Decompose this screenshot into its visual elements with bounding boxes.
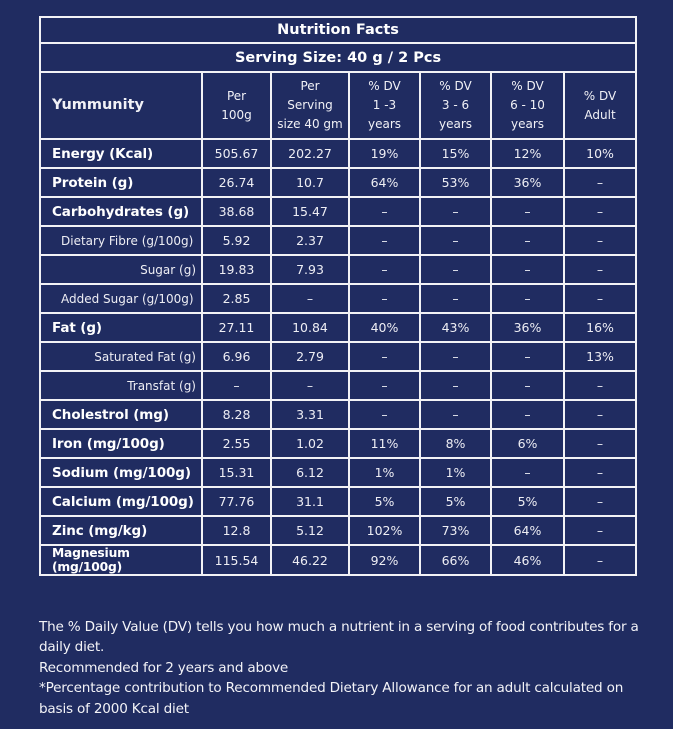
table-row: [40, 139, 636, 168]
column-header-line: 100g: [221, 107, 252, 122]
nutrient-value: –: [349, 255, 420, 284]
nutrient-value: –: [420, 400, 491, 429]
table-row: [40, 429, 636, 458]
nutrient-name: Magnesium (mg/100g): [40, 545, 202, 575]
nutrient-value: –: [491, 371, 564, 400]
nutrient-value: 36%: [491, 313, 564, 342]
nutrient-value: –: [564, 487, 636, 516]
table-row: [40, 458, 636, 487]
nutrient-name: Protein (g): [40, 168, 202, 197]
nutrient-value: –: [564, 545, 636, 575]
table-row: [40, 487, 636, 516]
column-header-line: years: [438, 117, 473, 131]
column-header: [271, 72, 349, 139]
nutrient-value: 46%: [491, 545, 564, 575]
nutrient-value: 77.76: [202, 487, 271, 516]
nutrient-value: 102%: [349, 516, 420, 545]
nutrient-value: –: [564, 168, 636, 197]
table-row: [40, 284, 636, 313]
nutrient-value: 10.84: [271, 313, 349, 342]
nutrient-value: –: [564, 197, 636, 226]
table-row: [40, 545, 636, 575]
nutrient-value: 10.7: [271, 168, 349, 197]
table-title: Nutrition Facts: [40, 17, 636, 43]
nutrient-value: –: [202, 371, 271, 400]
nutrient-value: 6%: [491, 429, 564, 458]
nutrient-name: Iron (mg/100g): [40, 429, 202, 458]
column-header-line: years: [510, 117, 545, 131]
nutrient-value: –: [349, 284, 420, 313]
nutrient-value: 12.8: [202, 516, 271, 545]
nutrient-value: 8%: [420, 429, 491, 458]
nutrient-name: Zinc (mg/kg): [40, 516, 202, 545]
nutrition-table: [39, 16, 637, 576]
nutrient-value: –: [564, 255, 636, 284]
footnotes: [39, 617, 659, 719]
column-header-line: % DV: [583, 88, 617, 103]
nutrient-value: –: [491, 226, 564, 255]
column-header-line: % DV: [511, 79, 544, 93]
nutrient-value: –: [564, 516, 636, 545]
nutrient-value: 15.31: [202, 458, 271, 487]
column-header-line: Adult: [584, 107, 616, 122]
nutrient-name: Calcium (mg/100g): [40, 487, 202, 516]
nutrient-name: Added Sugar (g/100g): [40, 284, 202, 313]
table-row: [40, 371, 636, 400]
nutrient-value: –: [564, 284, 636, 313]
nutrient-value: 2.37: [271, 226, 349, 255]
nutrient-value: 19%: [349, 139, 420, 168]
column-header: [420, 72, 491, 139]
nutrient-value: 15.47: [271, 197, 349, 226]
nutrient-value: 3.31: [271, 400, 349, 429]
nutrient-value: 6.96: [202, 342, 271, 371]
nutrient-value: 26.74: [202, 168, 271, 197]
nutrient-value: 8.28: [202, 400, 271, 429]
nutrient-value: –: [420, 342, 491, 371]
column-header-line: Per: [300, 79, 320, 93]
nutrient-value: 1.02: [271, 429, 349, 458]
brand-name: Yummunity: [40, 72, 202, 139]
column-header-line: years: [367, 117, 402, 131]
nutrient-value: 202.27: [271, 139, 349, 168]
nutrient-value: 5%: [349, 487, 420, 516]
column-header: [491, 72, 564, 139]
nutrient-value: –: [491, 400, 564, 429]
nutrient-value: 1%: [349, 458, 420, 487]
nutrient-name: Sodium (mg/100g): [40, 458, 202, 487]
nutrient-name: Fat (g): [40, 313, 202, 342]
table-row: [40, 400, 636, 429]
nutrient-value: –: [420, 197, 491, 226]
nutrient-value: –: [491, 342, 564, 371]
nutrient-value: 2.85: [202, 284, 271, 313]
nutrient-value: 31.1: [271, 487, 349, 516]
column-header-line: 6 - 10: [510, 98, 545, 112]
nutrient-value: –: [491, 284, 564, 313]
nutrient-value: 6.12: [271, 458, 349, 487]
header-row: [40, 72, 636, 139]
nutrient-value: –: [271, 284, 349, 313]
nutrient-value: –: [420, 371, 491, 400]
nutrient-value: 1%: [420, 458, 491, 487]
nutrient-value: 64%: [349, 168, 420, 197]
table-row: [40, 516, 636, 545]
nutrient-value: 43%: [420, 313, 491, 342]
nutrient-value: –: [349, 371, 420, 400]
nutrient-value: 5%: [420, 487, 491, 516]
nutrient-value: 2.79: [271, 342, 349, 371]
nutrient-value: 36%: [491, 168, 564, 197]
table-row: [40, 226, 636, 255]
column-header-line: Serving: [287, 98, 333, 112]
column-header-line: % DV: [368, 79, 401, 93]
nutrient-value: 46.22: [271, 545, 349, 575]
nutrient-value: –: [349, 342, 420, 371]
nutrient-value: –: [420, 284, 491, 313]
nutrient-value: 2.55: [202, 429, 271, 458]
nutrient-name: Cholestrol (mg): [40, 400, 202, 429]
nutrient-value: 73%: [420, 516, 491, 545]
nutrient-value: 16%: [564, 313, 636, 342]
nutrient-value: –: [564, 226, 636, 255]
column-header: [202, 72, 271, 139]
table-row: [40, 342, 636, 371]
footnote-line: Recommended for 2 years and above: [39, 659, 289, 676]
nutrient-name: Transfat (g): [40, 371, 202, 400]
nutrient-value: 7.93: [271, 255, 349, 284]
nutrient-value: –: [564, 458, 636, 487]
nutrient-value: –: [349, 400, 420, 429]
nutrient-value: 13%: [564, 342, 636, 371]
footnote-line: *Percentage contribution to Recommended Dietary Allowance for an adult calculated on basis of 2000 Kcal diet: [39, 680, 624, 717]
nutrient-name: Dietary Fibre (g/100g): [40, 226, 202, 255]
nutrient-value: 64%: [491, 516, 564, 545]
nutrient-name: Sugar (g): [40, 255, 202, 284]
nutrient-value: –: [491, 255, 564, 284]
column-header: [564, 72, 636, 139]
nutrient-value: 15%: [420, 139, 491, 168]
nutrient-value: –: [564, 371, 636, 400]
nutrient-value: 5.12: [271, 516, 349, 545]
column-header-line: % DV: [439, 79, 472, 93]
nutrient-value: –: [491, 197, 564, 226]
table-row: [40, 313, 636, 342]
footnote-line: The % Daily Value (DV) tells you how much a nutrient in a serving of food contributes for a daily diet.: [39, 619, 639, 656]
nutrient-value: 92%: [349, 545, 420, 575]
nutrient-value: –: [271, 371, 349, 400]
nutrient-value: 505.67: [202, 139, 271, 168]
nutrient-value: 19.83: [202, 255, 271, 284]
nutrient-value: 27.11: [202, 313, 271, 342]
nutrient-value: –: [491, 458, 564, 487]
nutrient-value: –: [420, 255, 491, 284]
nutrient-value: –: [420, 226, 491, 255]
table-row: [40, 255, 636, 284]
nutrient-value: 5%: [491, 487, 564, 516]
nutrient-value: 11%: [349, 429, 420, 458]
nutrient-value: 12%: [491, 139, 564, 168]
nutrition-facts-panel: [39, 16, 635, 576]
column-header-line: 1 -3: [372, 98, 397, 112]
column-header: [349, 72, 420, 139]
nutrient-value: –: [349, 226, 420, 255]
nutrient-value: –: [349, 197, 420, 226]
table-row: [40, 168, 636, 197]
nutrient-value: –: [564, 400, 636, 429]
serving-size: Serving Size: 40 g / 2 Pcs: [40, 43, 636, 72]
nutrient-value: 40%: [349, 313, 420, 342]
column-header-line: size 40 gm: [277, 117, 343, 131]
nutrient-value: 66%: [420, 545, 491, 575]
nutrient-name: Saturated Fat (g): [40, 342, 202, 371]
nutrient-value: 38.68: [202, 197, 271, 226]
nutrient-value: 5.92: [202, 226, 271, 255]
nutrient-value: 10%: [564, 139, 636, 168]
column-header-line: 3 - 6: [441, 98, 470, 112]
column-header-line: Per: [226, 88, 247, 103]
table-row: [40, 197, 636, 226]
nutrient-name: Energy (Kcal): [40, 139, 202, 168]
nutrient-value: –: [564, 429, 636, 458]
nutrient-name: Carbohydrates (g): [40, 197, 202, 226]
nutrient-value: 115.54: [202, 545, 271, 575]
nutrient-value: 53%: [420, 168, 491, 197]
